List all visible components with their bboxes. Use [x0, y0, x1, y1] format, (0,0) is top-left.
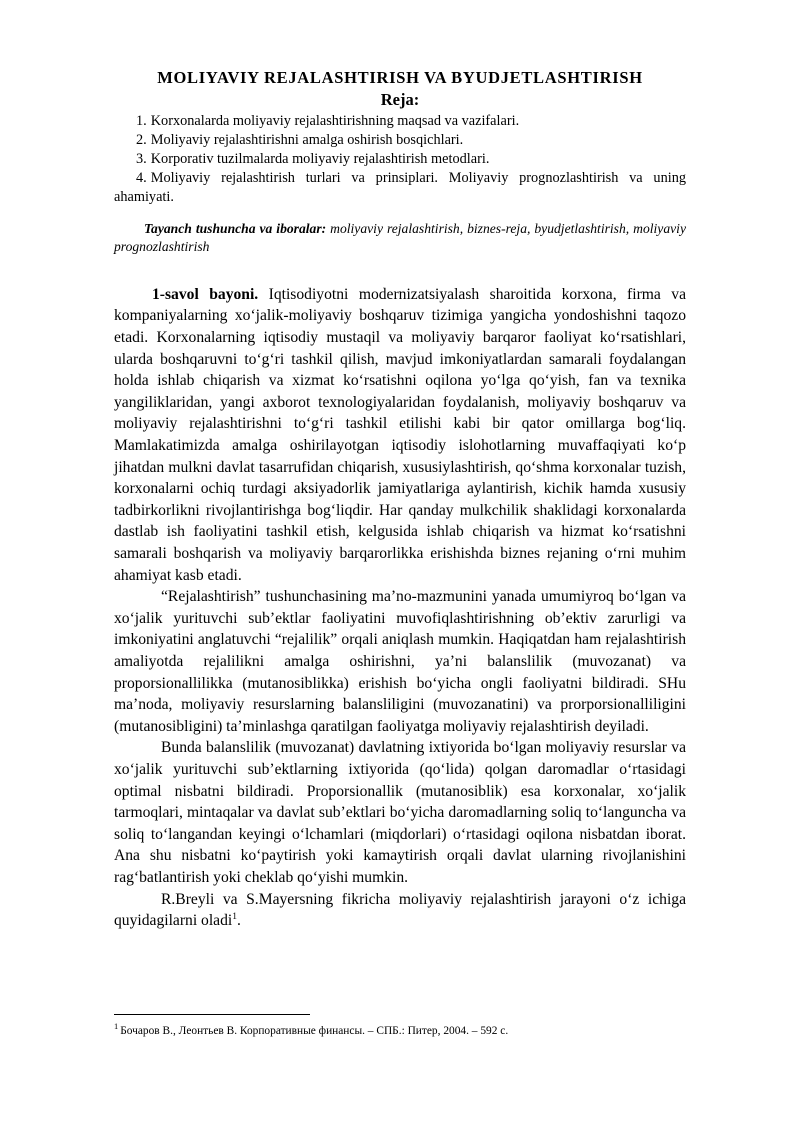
list-item-number: 4.: [136, 170, 147, 186]
footnote-separator: [114, 1014, 310, 1015]
paragraph-1-text: Iqtisodiyotni modernizatsiyalash sharoitida korxona, firma va kompaniyalarning xo‘jalik-moliyaviy boshqaruv tizimiga yangicha yondoshishni taqozo etadi. Korxonalarning iqtisodiy mustaqil va moliyaviy barqaror faoliyat ko‘rsatishlari, ularda boshqaruvni to‘g‘ri tashkil qilish, mavjud imkoniyatlardan samarali foydalangan holda ishlab chiqarish va xizmat ko‘rsatishni oqilona yo‘lga qo‘yish, fan va texnika yangiliklaridan, yangi axborot texnologiyalaridan foydalanish, moliyaviy boshqaruv va moliyaviy rejalashtirishni to‘g‘ri tashkil etilishi kabi bir qator omillarga bog‘liq. Mamlakatimizda amalga oshirilayotgan iqtisodiy islohotlarning muvaffaqiyati ko‘p jihatdan mulkni davlat tasarrufidan chiqarish, xususiylashtirish, qo‘shma korxonalar tuzish, korxonalarni ochiq turdagi aksiyadorlik jamiyatlariga aylantirish, kichik hamda xususiy tadbirkorlikni rivojlantirishga bog‘liqdir. Har qanday mulkchilik shaklidagi korxonalarda dastlab ish faoliyatini tashkil etish, kelgusida ishlab chiqarish va hizmat ko‘rsatishni samarali boshqarish va moliyaviy barqarorlikka erishishda biznes rejaning o‘rni muhim ahamiyat kasb etadi.: [114, 285, 686, 584]
footnote-area: [114, 1014, 686, 1039]
paragraph-1-lead: 1-savol bayoni.: [152, 285, 259, 303]
paragraph-3-text: Bunda balanslilik (muvozanat) davlatning ixtiyorida bo‘lgan moliyaviy resurslar va xo‘jalik yurituvchi sub’ektlarning ixtiyorida (qo‘lida) qolgan daromadlar o‘rtasidagi optimal nisbatni bildiradi. Proporsionallik (mutanosiblik) esa korxonalar, xo‘jalik tarmoqlari, mintaqalar va davlat sub’ektlari bo‘yicha daromadlarning soliq to‘languncha va soliq to‘langandan keyingi o‘lchamlari (miqdorlari) o‘rtasidagi oqilona nisbatdan iborat. Ana shu nisbatni ko‘paytirish yoki kamaytirish orqali davlat ularning rivojlanishini rag‘batlantirish yoki cheklab qo‘yishi mumkin.: [114, 739, 686, 886]
plan-list: [114, 112, 686, 206]
list-item: [114, 112, 686, 131]
document-content: [114, 68, 686, 932]
paragraph-2: [114, 586, 686, 737]
list-item-label: Moliyaviy rejalashtirish turlari va prinsiplari. Moliyaviy prognozlashtirish va uning ahamiyati.: [114, 170, 686, 205]
keywords-terms: moliyaviy rejalashtirish, biznes-reja, byudjetlashtirish, moliyaviy prognozlashtirish: [114, 220, 686, 254]
list-item-label: Korporativ tuzilmalarda moliyaviy rejalashtirish metodlari.: [150, 151, 490, 168]
list-item: [114, 169, 686, 207]
list-item: [114, 131, 686, 150]
paragraph-4-text: R.Breyli va S.Mayersning fikricha moliyaviy rejalashtirish jarayoni o‘z ichiga quyidagilarni oladi: [114, 890, 686, 930]
list-item-number: 2.: [136, 132, 147, 149]
list-item-label: Korxonalarda moliyaviy rejalashtirishning maqsad va vazifalari.: [150, 113, 520, 130]
footnote-entry: [114, 1024, 686, 1039]
list-item-number: 1.: [136, 113, 147, 130]
paragraph-2-text: “Rejalashtirish” tushunchasining ma’no-mazmunini yanada umumiyroq bo‘lgan va xo‘jalik yurituvchi sub’ektlar faoliyatini muvofiqlashtirishning ob’ektiv zarurligi va imkoniyatini anglatuvchi “rejalilik” orqali aniqlash mumkin. Haqiqatdan ham rejalashtirish amaliyotda rejalilikni amalga oshirishni, ya’ni balanslilik (muvozanat) va proporsionallilikka (mutanosiblikka) erishish bo‘yicha ongli faoliyatni bildiradi. SHu ma’noda, moliyaviy resurslarning balansliligini (muvozanatini) va prorporsionalliligini (mutanosibligini) ta’minlashga qaratilgan faoliyatga moliyaviy rejalashtirish deyiladi.: [114, 588, 686, 735]
footnote-citation: Бочаров В., Леонтьев В. Корпоративные финансы. – СПБ.: Питер, 2004. – 592 с.: [120, 1025, 509, 1037]
plan-heading: Reja:: [380, 89, 420, 109]
paragraph-4: [114, 889, 686, 932]
keywords-paragraph: [114, 220, 686, 256]
paragraph-4-text-tail: .: [236, 912, 241, 930]
footnote-marker: 1: [114, 1022, 119, 1032]
list-item: [114, 150, 686, 169]
page-title: MOLIYAVIY REJALASHTIRISH VA BYUDJETLASHTIRISH: [157, 68, 643, 87]
footnote-reference[interactable]: 1: [232, 911, 237, 922]
keywords-label: Tayanch tushuncha va iboralar:: [144, 220, 327, 236]
list-item-number: 3.: [136, 151, 147, 168]
paragraph-1: [114, 284, 686, 586]
list-item-label: Moliyaviy rejalashtirishni amalga oshirish bosqichlari.: [150, 132, 464, 149]
paragraph-3: [114, 737, 686, 888]
